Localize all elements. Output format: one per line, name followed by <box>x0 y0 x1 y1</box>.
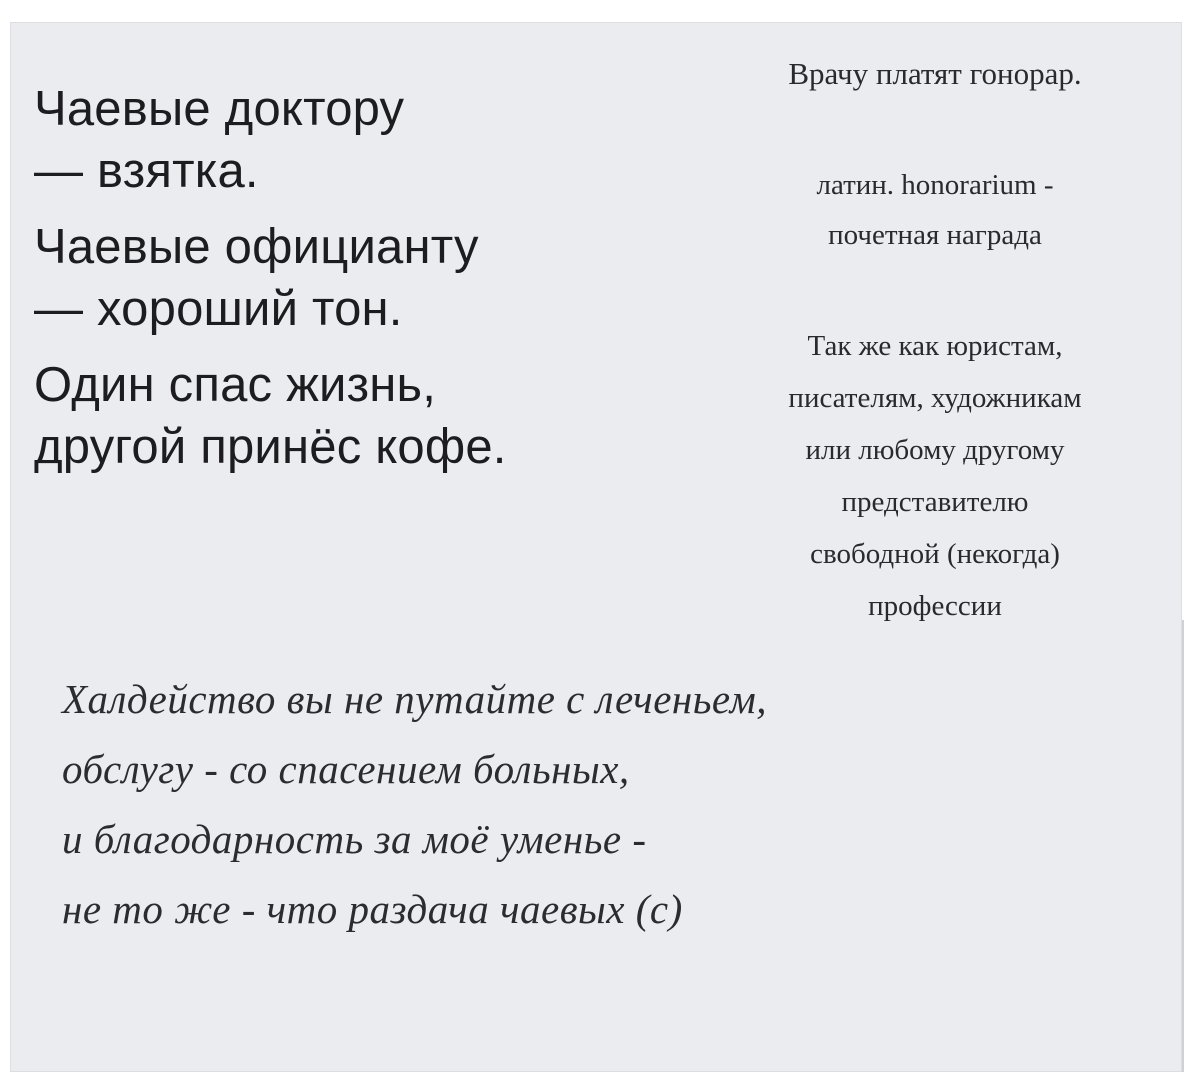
quote-line: — взятка. <box>34 144 259 198</box>
professions-line: представителю <box>841 486 1029 518</box>
poem-line: не то же - что раздача чаевых (с) <box>62 886 683 932</box>
quote-line: — хороший тон. <box>34 282 403 336</box>
fee-line: Врачу платят гонорар. <box>788 56 1082 91</box>
fee-note <box>700 52 1170 96</box>
quote-line: Один спас жизнь, <box>34 358 437 412</box>
latin-note <box>700 160 1170 260</box>
latin-line: почетная награда <box>828 219 1042 251</box>
poem <box>62 664 1162 944</box>
professions-line: писателям, художникам <box>788 382 1082 414</box>
tips-quote <box>34 78 714 478</box>
professions-note <box>700 320 1170 632</box>
quote-line: другой принёс кофе. <box>34 420 507 474</box>
poem-line: обслугу - со спасением больных, <box>62 746 630 792</box>
poem-line: и благодарность за моё уменье - <box>62 816 647 862</box>
quote-gap <box>34 340 714 354</box>
latin-line: латин. honorarium - <box>816 169 1054 201</box>
quote-line: Чаевые официанту <box>34 220 479 274</box>
professions-line: Так же как юристам, <box>807 330 1063 362</box>
professions-line: свободной (некогда) <box>810 538 1060 570</box>
professions-line: или любому другому <box>805 434 1065 466</box>
poem-line: Халдейство вы не путайте с леченьем, <box>62 676 767 722</box>
professions-line: профессии <box>868 590 1002 622</box>
quote-line: Чаевые доктору <box>34 82 405 136</box>
card-edge <box>1182 620 1184 1072</box>
quote-gap <box>34 202 714 216</box>
